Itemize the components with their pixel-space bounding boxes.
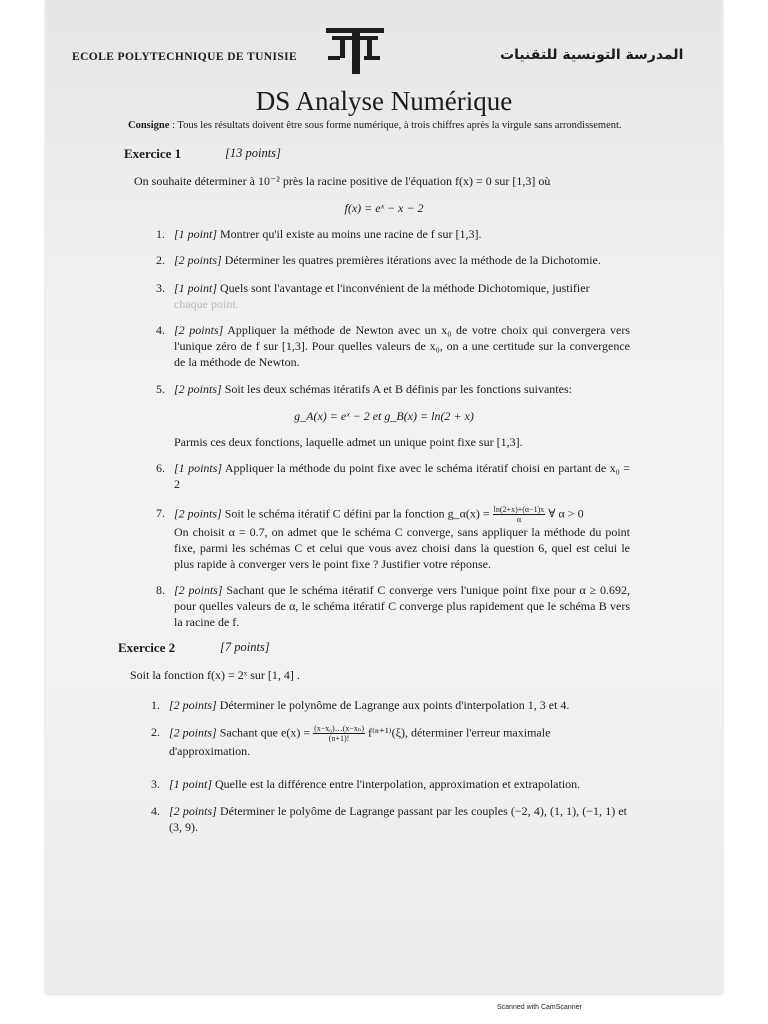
- question-1-1: [156, 226, 630, 242]
- question-number: 1.: [156, 227, 165, 241]
- scanner-watermark: Scanned with CamScanner: [497, 1004, 582, 1011]
- question-1-8: [156, 582, 630, 630]
- question-text: Déterminer le polynôme de Lagrange aux points d'interpolation 1, 3 et 4.: [216, 698, 570, 712]
- question-points: [1 point]: [169, 777, 213, 791]
- question-points: [2 points]: [169, 698, 217, 712]
- question-number: 3.: [156, 281, 165, 295]
- question-2-3: [151, 776, 627, 792]
- question-2-4: [151, 803, 628, 835]
- question-text: Soit les deux schémas itératifs A et B définis par les fonctions suivantes:: [221, 382, 572, 396]
- school-name-ar: المدرسة التونسية للتقنيات: [500, 47, 684, 63]
- question-text-condition: ∀ α > 0: [545, 506, 584, 521]
- question-text: Quelle est la différence entre l'interpolation, approximation et extrapolation.: [212, 777, 581, 791]
- question-points: [2 points]: [174, 382, 222, 396]
- question-text-continued: f⁽ⁿ⁺¹⁾(ξ), déterminer l'erreur maximale: [365, 725, 551, 740]
- question-text-start: Soit le schéma itératif C défini par la fonction g_α(x) =: [221, 506, 493, 521]
- consigne: [128, 120, 634, 132]
- fraction-denominator: (n+1)!: [328, 734, 350, 743]
- question-1-2: [156, 252, 630, 268]
- question-1-7: [156, 505, 630, 572]
- school-logo: [326, 26, 386, 81]
- question-1-4: [156, 322, 630, 370]
- fraction-numerator: ln(2+x)+(α−1)x: [493, 505, 545, 514]
- exercise-2-points: [7 points]: [220, 640, 270, 654]
- question-points: [2 points]: [174, 506, 222, 521]
- question-text: Montrer qu'il existe au moins une racine de f sur [1,3].: [217, 227, 482, 241]
- question-text-faded: chaque point.: [174, 297, 239, 311]
- g-alpha-fraction: [493, 505, 546, 524]
- question-2-2: [151, 724, 627, 759]
- page-title: DS Analyse Numérique: [255, 86, 513, 116]
- question-number: 8.: [156, 583, 165, 597]
- school-name-fr: ECOLE POLYTECHNIQUE DE TUNISIE: [72, 51, 298, 63]
- question-text: Déterminer les quatres premières itérations avec la méthode de la Dichotomie.: [221, 253, 601, 267]
- question-text: Appliquer la méthode du point fixe avec le schéma itératif choisi en partant de x₀ = 2: [174, 461, 631, 491]
- exercise-1-intro: On souhaite déterminer à 10⁻² près la racine positive de l'équation f(x) = 0 sur [1,3] où: [134, 174, 551, 188]
- error-fraction: [313, 724, 365, 743]
- question-1-5-followup: Parmis ces deux fonctions, laquelle admet un unique point fixe sur [1,3].: [174, 435, 523, 449]
- question-number: 3.: [151, 777, 160, 791]
- question-number: 4.: [156, 323, 165, 337]
- question-text: Appliquer la méthode de Newton avec un x₀ de votre choix qui convergera vers l'unique zéro de f sur [1,3]. Pour quelles valeurs de x₀, on a une certitude sur la convergence de la méthode de Newton.: [174, 323, 630, 369]
- exercise-2-intro: Soit la fonction f(x) = 2ˣ sur [1, 4] .: [130, 668, 300, 682]
- fraction-denominator: α: [516, 515, 522, 524]
- question-number: 2.: [156, 253, 165, 267]
- question-points: [2 points]: [174, 323, 224, 337]
- exercise-2-title: Exercice 2: [118, 640, 176, 655]
- question-points: [2 points]: [174, 583, 223, 597]
- question-text: Sachant que le schéma itératif C converge vers l'unique point fixe pour α ≥ 0.692, pour quelles valeurs de α, le schéma itératif C converge plus rapidement que le schéma B vers la racine de f.: [174, 583, 630, 629]
- question-number: 7.: [156, 506, 165, 520]
- question-1-3: [156, 280, 630, 312]
- question-number: 1.: [151, 698, 160, 712]
- question-points: [2 points]: [174, 253, 222, 267]
- question-number: 4.: [151, 804, 160, 818]
- consigne-text: : Tous les résultats doivent être sous forme numérique, à trois chiffres après la virgule sans arrondissement.: [169, 120, 622, 131]
- fraction-numerator: (x−x₀)…(x−xₙ): [314, 724, 365, 733]
- question-text: On choisit α = 0.7, on admet que le schéma C converge, sans appliquer la méthode du point fixe, parmi les schémas C et celui que vous avez choisi dans la question 6, quel est celui le plus rapide à converger vers le point fixe ? Justifier votre réponse.: [174, 525, 630, 571]
- consigne-label: Consigne: [128, 120, 170, 131]
- question-text: Déterminer le polyôme de Lagrange passant par les couples (−2, 4), (1, 1), (−1, 1) et (3, 9).: [169, 804, 628, 834]
- question-number: 5.: [156, 382, 165, 396]
- question-1-5: [156, 381, 630, 397]
- question-number: 6.: [156, 461, 165, 475]
- exercise-1-points: [13 points]: [225, 146, 281, 160]
- question-text: Quels sont l'avantage et l'inconvénient de la méthode Dichotomique, justifier: [217, 281, 590, 295]
- exercise-1-title: Exercice 1: [124, 146, 182, 161]
- question-points: [1 point]: [174, 281, 218, 295]
- question-points: [2 points]: [169, 804, 217, 818]
- question-text-start: Sachant que e(x) =: [216, 725, 314, 740]
- question-text: d'approximation.: [169, 744, 251, 758]
- question-1-5-equation: g_A(x) = eˣ − 2 et g_B(x) = ln(2 + x): [294, 409, 474, 423]
- question-points: [1 point]: [174, 227, 218, 241]
- question-2-1: [151, 697, 627, 713]
- question-1-6: [156, 460, 631, 492]
- question-points: [1 points]: [174, 461, 223, 475]
- question-points: [2 points]: [169, 725, 217, 740]
- exercise-1-equation: f(x) = eˣ − x − 2: [344, 201, 424, 215]
- question-number: 2.: [151, 725, 160, 739]
